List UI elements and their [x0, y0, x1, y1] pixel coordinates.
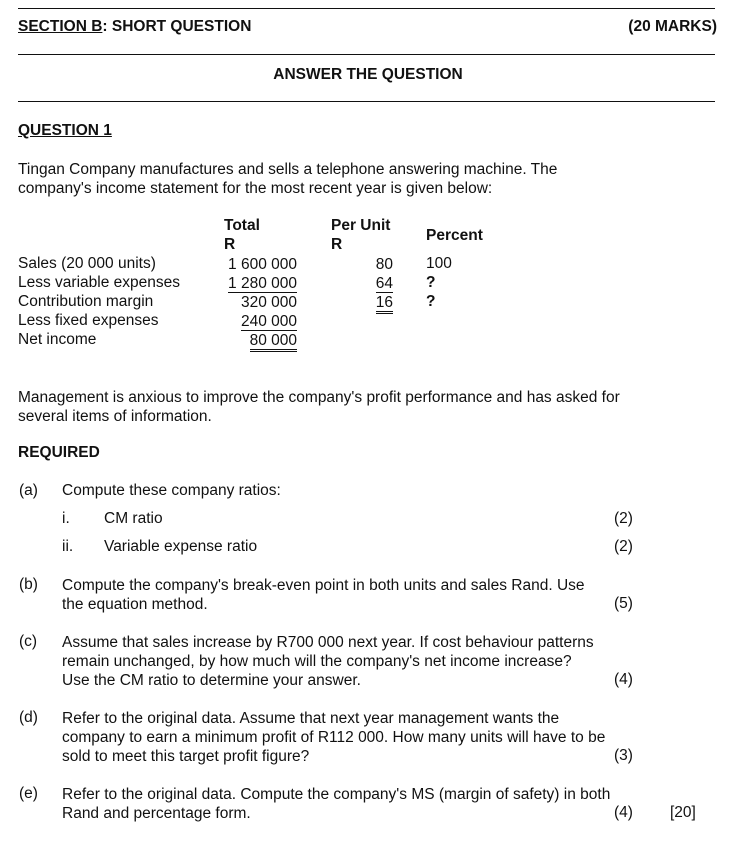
question-intro: Tingan Company manufactures and sells a telephone answering machine. The company's income statement for the most recent year is given below: — [18, 161, 558, 197]
part-b-marks: (5) — [614, 595, 633, 612]
part-e-marks: (4) — [614, 804, 633, 821]
row-total: 240 000 — [240, 313, 297, 330]
part-d-label: (d) — [19, 709, 38, 726]
header-total: Total — [224, 217, 260, 234]
part-e-label: (e) — [19, 785, 38, 802]
row-total: 320 000 — [240, 294, 297, 311]
row-label: Contribution margin — [18, 293, 154, 310]
instruction-rule — [18, 101, 715, 102]
header-rule — [18, 54, 715, 55]
row-percent: ? — [426, 274, 436, 291]
management-text: Management is anxious to improve the company's profit performance and has asked for several items of information. — [18, 389, 620, 425]
row-per-unit: 80 — [375, 256, 393, 273]
part-d-text: Refer to the original data. Assume that next year management wants the company to earn a minimum profit of R112 000. How many units will have to be sold to meet this target profit figure? — [62, 710, 606, 765]
top-rule — [18, 8, 715, 9]
required-heading: REQUIRED — [18, 444, 100, 461]
instruction: ANSWER THE QUESTION — [273, 66, 463, 83]
part-b-text: Compute the company's break-even point in both units and sales Rand. Use the equation method. — [62, 577, 585, 613]
part-c-label: (c) — [19, 633, 38, 650]
part-e-text: Refer to the original data. Compute the company's MS (margin of safety) in both Rand and percentage form. — [62, 786, 611, 822]
row-total: 1 600 000 — [228, 256, 297, 273]
part-a-sub-label: i. — [62, 510, 70, 527]
section-title-rest: : SHORT QUESTION — [102, 18, 252, 35]
row-label: Less variable expenses — [18, 274, 180, 291]
part-a-sub-label: ii. — [62, 538, 74, 555]
row-total: 1 280 000 — [228, 275, 297, 292]
part-d-marks: (3) — [614, 747, 633, 764]
part-a-sub-text: Variable expense ratio — [104, 538, 258, 555]
section-marks: (20 MARKS) — [628, 18, 717, 35]
row-per-unit: 64 — [375, 275, 393, 292]
header-per-unit-unit: R — [331, 236, 343, 253]
part-a-text: Compute these company ratios: — [62, 482, 281, 499]
header-per-unit: Per Unit — [331, 217, 391, 234]
part-a-sub-marks: (2) — [614, 538, 633, 555]
section-title — [18, 18, 251, 36]
section-title-prefix: SECTION B — [18, 18, 103, 35]
part-a-label: (a) — [19, 482, 38, 499]
part-a-sub-text: CM ratio — [104, 510, 163, 527]
header-total-unit: R — [224, 236, 236, 253]
part-a-sub-marks: (2) — [614, 510, 633, 527]
part-c-text: Assume that sales increase by R700 000 next year. If cost behaviour patterns remain unchanged, by how much will the company's net income increase? Use the CM ratio to determine your answer. — [62, 634, 594, 689]
row-label: Net income — [18, 331, 97, 348]
total-marks: [20] — [670, 804, 696, 821]
row-percent: 100 — [426, 255, 452, 272]
header-percent: Percent — [426, 227, 483, 244]
part-b-label: (b) — [19, 576, 38, 593]
row-label: Sales (20 000 units) — [18, 255, 156, 272]
question-title: QUESTION 1 — [18, 122, 112, 139]
part-c-marks: (4) — [614, 671, 633, 688]
row-total: 80 000 — [200, 331, 297, 352]
row-percent: ? — [426, 293, 436, 310]
row-label: Less fixed expenses — [18, 312, 159, 329]
row-per-unit: 16 — [340, 293, 393, 314]
